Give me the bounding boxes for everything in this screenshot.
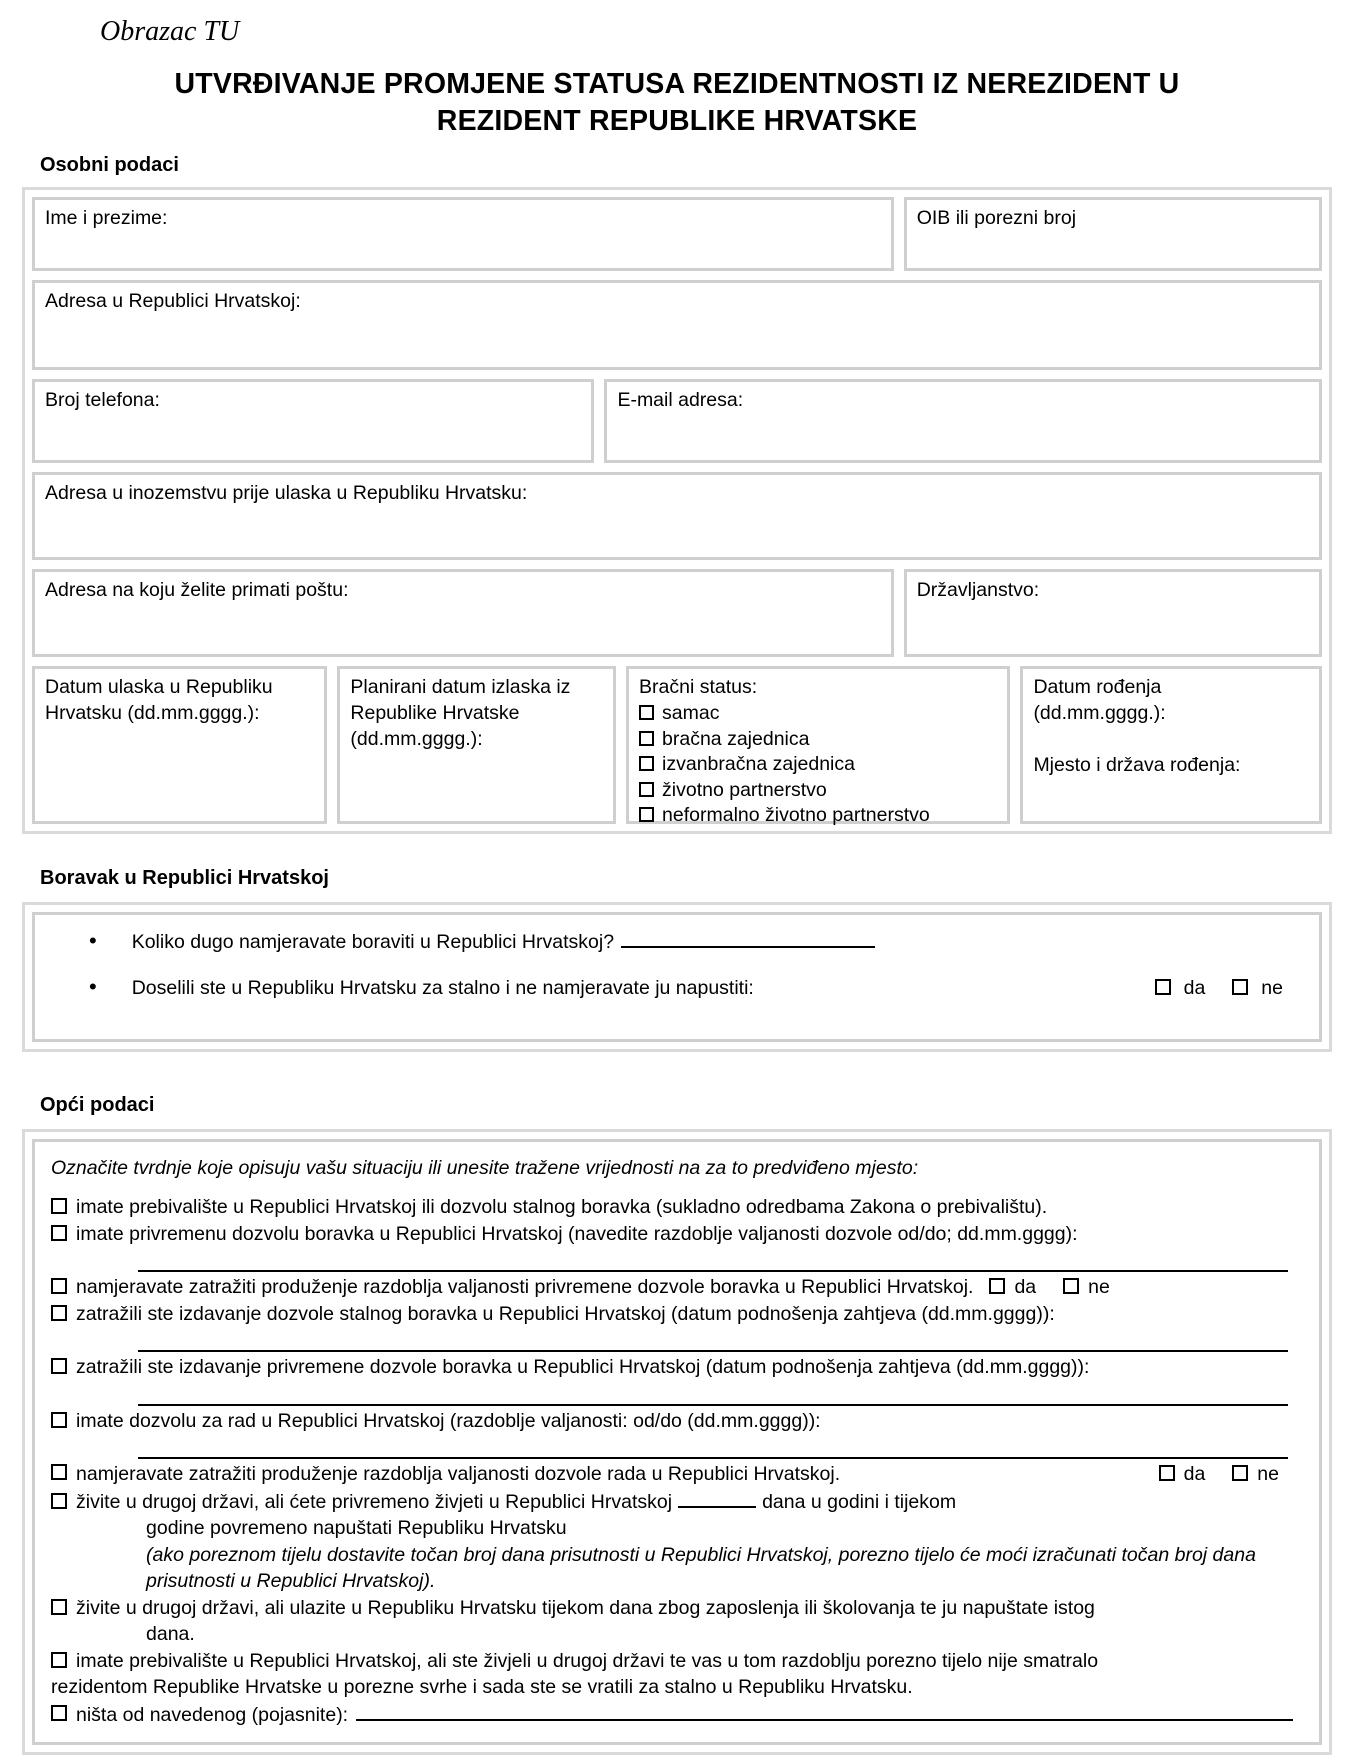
address-hr-label: Adresa u Republici Hrvatskoj: xyxy=(45,290,301,312)
no-label: ne xyxy=(1257,1463,1279,1485)
item-label: zatražili ste izdavanje privremene dozvole boravka u Republici Hrvatskoj (datum podnošenja zahtjeva (dd.mm.gggg)): xyxy=(76,1356,1090,1378)
oib-field[interactable] xyxy=(904,197,1322,271)
checkbox-produzenje-rada[interactable] xyxy=(51,1464,67,1480)
nista-blank-field[interactable] xyxy=(356,1701,1293,1721)
yes-label: da xyxy=(1183,977,1206,999)
personal-section-box xyxy=(22,187,1332,834)
address-hr-field[interactable] xyxy=(32,280,1322,370)
birth-date-label: Datum rođenja xyxy=(1033,676,1162,698)
name-field[interactable] xyxy=(32,197,894,271)
item-dozvola-rad xyxy=(51,1408,1305,1435)
residence-question-1 xyxy=(45,928,1309,955)
zahtjev-privremeni-blank-field[interactable] xyxy=(138,1381,1288,1406)
residence-section-heading: Boravak u Republici Hrvatskoj xyxy=(40,867,329,889)
item-zivite-line-2: godine povremeno napuštati Republiku Hrvatsku xyxy=(146,1517,567,1539)
item-label: imate prebivalište u Republici Hrvatskoj ili dozvolu stalnog boravka (sukladno odredbama Zakona o prebivalištu). xyxy=(76,1196,1048,1218)
residence-section-box xyxy=(22,902,1332,1052)
checkbox-nista-od-navedenog[interactable] xyxy=(51,1705,67,1721)
form-title-line1: UTVRĐIVANJE PROMJENE STATUSA REZIDENTNOSTI IZ NEREZIDENT U xyxy=(174,68,1180,100)
address-abroad-label: Adresa u inozemstvu prije ulaska u Republiku Hrvatsku: xyxy=(45,482,528,504)
item-zivite-note: (ako poreznom tijelu dostavite točan broj dana prisutnosti u Republici Hrvatskoj, porezno tijelo će moći izračunati točan broj dana prisutnosti u Republici Hrvatskoj). xyxy=(146,1543,1256,1592)
mail-address-label: Adresa na koju želite primati poštu: xyxy=(45,579,349,601)
birth-field[interactable] xyxy=(1020,666,1322,824)
checkbox-bracna-zajednica[interactable] xyxy=(639,731,654,746)
checkbox-povratak[interactable] xyxy=(51,1652,67,1668)
personal-row-5 xyxy=(32,569,1322,657)
produzenje-rada-yes-no xyxy=(1159,1461,1279,1488)
no-label: ne xyxy=(1088,1276,1110,1298)
checkbox-zivotno-partnerstvo[interactable] xyxy=(639,782,654,797)
checkbox-ulazite-tijekom-dana[interactable] xyxy=(51,1599,67,1615)
form-title-line2: REZIDENT REPUBLIKE HRVATSKE xyxy=(436,105,918,137)
privremena-dozvola-blank-field[interactable] xyxy=(138,1247,1288,1272)
item-label: namjeravate zatražiti produženje razdoblja valjanosti privremene dozvole boravka u Republici Hrvatskoj. xyxy=(76,1276,974,1298)
general-section-heading: Opći podaci xyxy=(40,1094,155,1116)
checkbox-samac[interactable] xyxy=(639,705,654,720)
produzenje-boravka-yes-no xyxy=(989,1276,1109,1298)
checkbox-da[interactable] xyxy=(1159,1465,1175,1481)
yes-label: da xyxy=(1014,1276,1037,1298)
item-zivite-drugoj-drzavi xyxy=(51,1488,1305,1516)
citizenship-field[interactable] xyxy=(904,569,1322,657)
bullet-icon: • xyxy=(89,928,97,953)
marital-option-label: izvanbračna zajednica xyxy=(662,753,855,775)
residence-q1-label: Koliko dugo namjeravate boraviti u Republici Hrvatskoj? xyxy=(131,931,615,953)
residence-q2-label: Doselili ste u Republiku Hrvatsku za stalno i ne namjeravate ju napustiti: xyxy=(131,977,754,999)
item-povratak-line-2: rezidentom Republike Hrvatske u porezne svrhe i sada ste se vratili za stalno u Republiku Hrvatsku. xyxy=(51,1676,913,1698)
personal-row-1 xyxy=(32,197,1322,271)
marital-option-label: bračna zajednica xyxy=(662,727,810,750)
item-ulazite-tijekom-dana xyxy=(51,1595,1305,1622)
item-povratak xyxy=(51,1648,1305,1675)
dozvola-rad-blank-field[interactable] xyxy=(138,1434,1288,1459)
mail-address-field[interactable] xyxy=(32,569,894,657)
email-field[interactable] xyxy=(604,379,1322,463)
item-label: imate dozvolu za rad u Republici Hrvatskoj (razdoblje valjanosti: od/do (dd.mm.gggg)): xyxy=(76,1409,821,1432)
name-label: Ime i prezime: xyxy=(45,207,168,229)
item-prebivaliste xyxy=(51,1194,1305,1221)
personal-row-3 xyxy=(32,379,1322,463)
spacer xyxy=(1033,726,1309,752)
item-zahtjev-stalni xyxy=(51,1301,1305,1328)
citizenship-label: Državljanstvo: xyxy=(916,579,1040,601)
birth-place-label: Mjesto i država rođenja: xyxy=(1033,754,1241,776)
item-label: imate privremenu dozvolu boravka u Republici Hrvatskoj (navedite razdoblje valjanosti dozvole od/do; dd.mm.gggg): xyxy=(76,1222,1078,1245)
general-intro: Označite tvrdnje koje opisuju vašu situaciju ili unesite tražene vrijednosti na za to predviđeno mjesto: xyxy=(51,1157,919,1179)
item-privremena-dozvola xyxy=(51,1221,1305,1248)
marital-option-label: neformalno životno partnerstvo xyxy=(662,804,930,826)
residence-cell xyxy=(32,912,1322,1042)
personal-row-6 xyxy=(32,666,1322,824)
personal-row-4 xyxy=(32,472,1322,560)
zahtjev-stalni-blank-field[interactable] xyxy=(138,1327,1288,1352)
checkbox-ne[interactable] xyxy=(1232,1465,1248,1481)
checkbox-produzenje-boravka[interactable] xyxy=(51,1278,67,1294)
oib-label: OIB ili porezni broj xyxy=(916,207,1077,229)
personal-row-2 xyxy=(32,280,1322,370)
checkbox-da[interactable] xyxy=(1155,979,1171,995)
marital-option-samac xyxy=(639,701,997,727)
item-ulazite-line-2: dana. xyxy=(146,1623,195,1645)
marital-option-bracna xyxy=(639,727,997,753)
checkbox-ne[interactable] xyxy=(1232,979,1248,995)
general-section-box xyxy=(22,1129,1332,1755)
checkbox-prebivaliste[interactable] xyxy=(51,1198,67,1214)
exit-date-field[interactable] xyxy=(337,666,616,824)
personal-section-heading: Osobni podaci xyxy=(40,154,179,176)
marital-status-field xyxy=(626,666,1010,824)
marital-option-label: životno partnerstvo xyxy=(662,778,827,801)
item-zahtjev-privremeni xyxy=(51,1354,1305,1381)
checkbox-zahtjev-privremeni[interactable] xyxy=(51,1358,67,1374)
marital-option-zivotno xyxy=(639,778,997,804)
item-label: živite u drugoj državi, ali ulazite u Republiku Hrvatsku tijekom dana zbog zaposlenja ili školovanja te ju napuštate istog xyxy=(76,1596,1095,1619)
email-label: E-mail adresa: xyxy=(617,389,744,411)
form-title xyxy=(22,66,1332,140)
entry-date-field[interactable] xyxy=(32,666,327,824)
checkbox-neformalno-zivotno-partnerstvo[interactable] xyxy=(639,807,654,822)
marital-option-izvanbracna xyxy=(639,752,997,778)
marital-status-label: Bračni status: xyxy=(639,676,758,698)
checkbox-ne[interactable] xyxy=(1063,1278,1079,1294)
address-abroad-field[interactable] xyxy=(32,472,1322,560)
phone-field[interactable] xyxy=(32,379,594,463)
checkbox-izvanbracna-zajednica[interactable] xyxy=(639,756,654,771)
marital-options xyxy=(639,701,997,829)
bullet-icon: • xyxy=(89,974,97,999)
residence-q2-yes-no xyxy=(1155,975,1283,1001)
checkbox-privremena-dozvola[interactable] xyxy=(51,1225,67,1241)
checkbox-da[interactable] xyxy=(989,1278,1005,1294)
item-label: dana u godini i tijekom xyxy=(762,1490,957,1513)
checkbox-dozvola-rad[interactable] xyxy=(51,1412,67,1428)
form-tag: Obrazac TU xyxy=(100,16,240,47)
checkbox-zahtjev-stalni[interactable] xyxy=(51,1305,67,1321)
phone-label: Broj telefona: xyxy=(45,389,160,411)
checkbox-zivite-drugoj-drzavi[interactable] xyxy=(51,1493,67,1509)
item-nista-od-navedenog xyxy=(51,1701,1305,1729)
marital-option-neformalno xyxy=(639,803,997,829)
marital-option-label: samac xyxy=(662,702,720,724)
yes-label: da xyxy=(1183,1463,1206,1485)
birth-date-format-label: (dd.mm.gggg.): xyxy=(1033,702,1166,724)
entry-date-label: Datum ulaska u Republiku Hrvatsku (dd.mm.gggg.): xyxy=(45,676,273,724)
item-label: zatražili ste izdavanje dozvole stalnog boravka u Republici Hrvatskoj (datum podnošenja zahtjeva (dd.mm.gggg)): xyxy=(76,1302,1055,1325)
residence-question-2 xyxy=(45,974,1309,1001)
general-cell xyxy=(32,1139,1322,1745)
residence-q1-blank-field[interactable] xyxy=(621,928,875,948)
item-produzenje-rada xyxy=(51,1461,1305,1488)
no-label: ne xyxy=(1261,977,1283,999)
item-label: namjeravate zatražiti produženje razdoblja valjanosti dozvole rada u Republici Hrvatskoj. xyxy=(76,1463,841,1485)
item-produzenje-boravka xyxy=(51,1274,1305,1301)
item-label: imate prebivalište u Republici Hrvatskoj, ali ste živjeli u drugoj državi te vas u tom razdoblju porezno tijelo nije smatralo xyxy=(76,1649,1099,1672)
exit-date-label: Planirani datum izlaska iz Republike Hrvatske (dd.mm.gggg.): xyxy=(350,676,571,750)
days-blank-field[interactable] xyxy=(678,1488,756,1508)
item-label: živite u drugoj državi, ali ćete privremeno živjeti u Republici Hrvatskoj xyxy=(76,1490,673,1513)
item-label: ništa od navedenog (pojasnite): xyxy=(76,1703,349,1726)
